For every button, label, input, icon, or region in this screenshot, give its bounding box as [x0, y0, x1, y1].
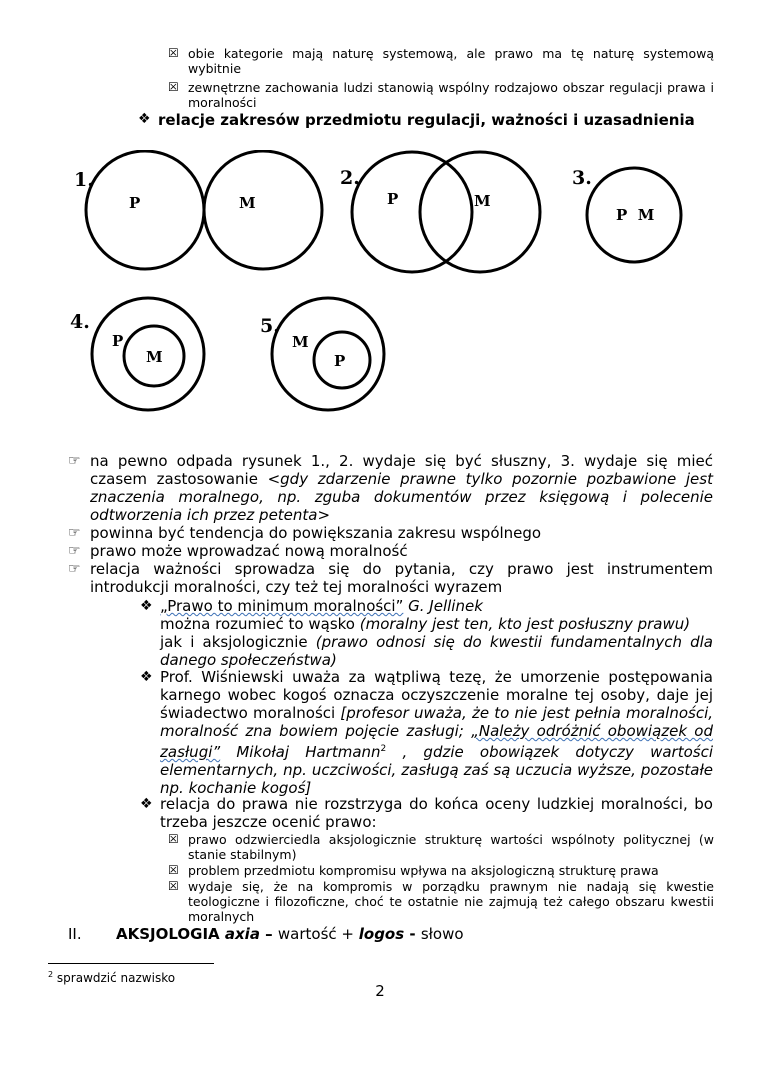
- footnote-ref[interactable]: 2: [380, 744, 387, 754]
- list-item: [168, 80, 714, 110]
- circle-outer-5: [272, 298, 384, 410]
- checkbox-icon: ☒: [168, 879, 179, 893]
- term-meaning: wartość +: [277, 925, 359, 943]
- bullet-text: obie kategorie mają naturę systemową, ale prawo ma tę naturę systemową wybitnie: [188, 46, 714, 76]
- item-text-italic: <gdy zdarzenie prawne tylko pozornie pozbawione jest znaczenia moralnego, np. zguba dokumentów przez księgową i polecenie odtworzenia ich przez petenta>: [90, 470, 713, 524]
- item-text: [160, 668, 713, 797]
- author-text: Mikołaj Hartmann: [220, 743, 381, 761]
- item-text-italic: [profesor uważa, że to nie jest pełnia moralności, moralność zna bowiem pojęcie zasługi;: [160, 704, 714, 740]
- label-m: M: [292, 333, 309, 351]
- bullet-text: zewnętrzne zachowania ludzi stanowią wspólny rodzajowo obszar regulacji prawa i moralności: [188, 80, 714, 110]
- item-text-italic: , gdzie obowiązek dotyczy wartości elementarnych, np. uczciwości, zasługą zaś są uczucia wyższe, pozostałe np. kochanie kogoś]: [160, 743, 713, 797]
- item-text-plain: jak i aksjologicznie: [160, 633, 316, 651]
- pointing-hand-icon: ☞: [68, 525, 81, 541]
- item-text: powinna być tendencja do powiększania zakresu wspólnego: [90, 524, 542, 542]
- label-pm: P M: [616, 206, 655, 224]
- term-logos: logos: [358, 925, 405, 943]
- bullet-text: prawo odzwierciedla aksjologicznie strukturę wartości wspólnoty politycznej (w stanie stabilnym): [188, 832, 714, 862]
- footnote-mark: 2: [48, 970, 54, 979]
- checkbox-icon: ☒: [168, 863, 179, 877]
- list-item: [140, 795, 713, 831]
- list-item: [168, 46, 714, 76]
- diamond-icon: ❖: [140, 796, 153, 812]
- list-item: [168, 832, 714, 862]
- section-heading: [138, 110, 728, 130]
- item-text-plain: można rozumieć to wąsko: [160, 615, 360, 633]
- list-item: [68, 452, 713, 524]
- label-m: M: [239, 194, 256, 212]
- diagram-number: 3.: [572, 167, 592, 189]
- circle-m-2: [420, 152, 540, 272]
- quote-text: „Prawo to minimum moralności”: [160, 597, 404, 615]
- separator: -: [404, 925, 421, 943]
- heading-text: relacje zakresów przedmiotu regulacji, ważności i uzasadnienia: [158, 111, 695, 129]
- list-item: [168, 863, 714, 878]
- checkbox-icon: ☒: [168, 832, 179, 846]
- item-text-italic: (moralny jest ten, kto jest posłuszny prawu): [359, 615, 691, 633]
- pointing-hand-icon: ☞: [68, 453, 81, 469]
- circle-p-2: [352, 152, 472, 272]
- label-p: P: [129, 194, 141, 212]
- pointing-hand-icon: ☞: [68, 561, 81, 577]
- circle-m-1: [204, 151, 322, 269]
- checkbox-icon: ☒: [168, 80, 179, 94]
- item-text: relacja ważności sprowadza się do pytania, czy prawo jest instrumentem introdukcji moralności, czy też tej moralności wyrazem: [90, 560, 713, 596]
- quote-text: „Należy odróżnić obowiązek od zasługi”: [160, 722, 714, 761]
- list-item: [140, 668, 713, 797]
- item-text-plain: Prof. Wiśniewski uważa za wątpliwą tezę, że umorzenie postępowania karnego wobec kogoś oznacza oczyszczenie moralne tej osoby, daje jej świadectwo moralności: [160, 668, 713, 722]
- section-numeral: II.: [68, 925, 82, 943]
- term-meaning: słowo: [420, 925, 464, 943]
- section-title: [68, 924, 713, 944]
- item-text: [160, 597, 713, 669]
- bullet-text: problem przedmiotu kompromisu wpływa na aksjologiczną strukturę prawa: [188, 863, 659, 878]
- diagram-number: 2.: [340, 167, 360, 189]
- item-text: [90, 452, 713, 524]
- list-item: [68, 524, 713, 542]
- term-axia: axia: [224, 925, 260, 943]
- page-number: 2: [375, 982, 385, 1000]
- item-text: prawo może wprowadzać nową moralność: [90, 542, 408, 560]
- list-item: [68, 542, 713, 560]
- section-title-text: AKSJOLOGIA: [116, 925, 225, 943]
- diamond-icon: ❖: [138, 111, 151, 127]
- author-text: G. Jellinek: [403, 597, 483, 615]
- checkbox-icon: ☒: [168, 46, 179, 60]
- label-m: M: [146, 348, 163, 366]
- item-text: relacja do prawa nie rozstrzyga do końca oceny ludzkiej moralności, bo trzeba jeszcze ocenić prawo:: [160, 795, 713, 831]
- list-item: [168, 879, 714, 924]
- diagram-number: 1.: [74, 169, 94, 191]
- item-text-italic: (prawo odnosi się do kwestii fundamentalnych dla danego społeczeństwa): [160, 633, 713, 669]
- diagram-number: 4.: [70, 311, 90, 333]
- footnote-text: sprawdzić nazwisko: [53, 971, 176, 985]
- separator: –: [259, 925, 278, 943]
- label-p: P: [387, 190, 399, 208]
- label-m: M: [474, 192, 491, 210]
- label-p: P: [334, 352, 346, 370]
- label-p: P: [112, 332, 124, 350]
- circle-p-1: [86, 151, 204, 269]
- footnote-divider: [48, 963, 214, 964]
- diagram-number: 5.: [260, 315, 280, 337]
- diamond-icon: ❖: [140, 669, 153, 685]
- bullet-text: wydaje się, że na kompromis w porządku prawnym nie nadają się kwestie teologiczne i filozoficzne, choć te ostatnie nie zajmują też całego obszaru kwestii moralnych: [188, 879, 714, 924]
- diamond-icon: ❖: [140, 598, 153, 614]
- list-item: [140, 597, 713, 669]
- venn-diagrams: [0, 150, 760, 440]
- pointing-hand-icon: ☞: [68, 543, 81, 559]
- item-text-plain: na pewno odpada rysunek 1., 2. wydaje się być słuszny, 3. wydaje się mieć czasem zastosowanie: [90, 452, 713, 488]
- list-item: [68, 560, 713, 596]
